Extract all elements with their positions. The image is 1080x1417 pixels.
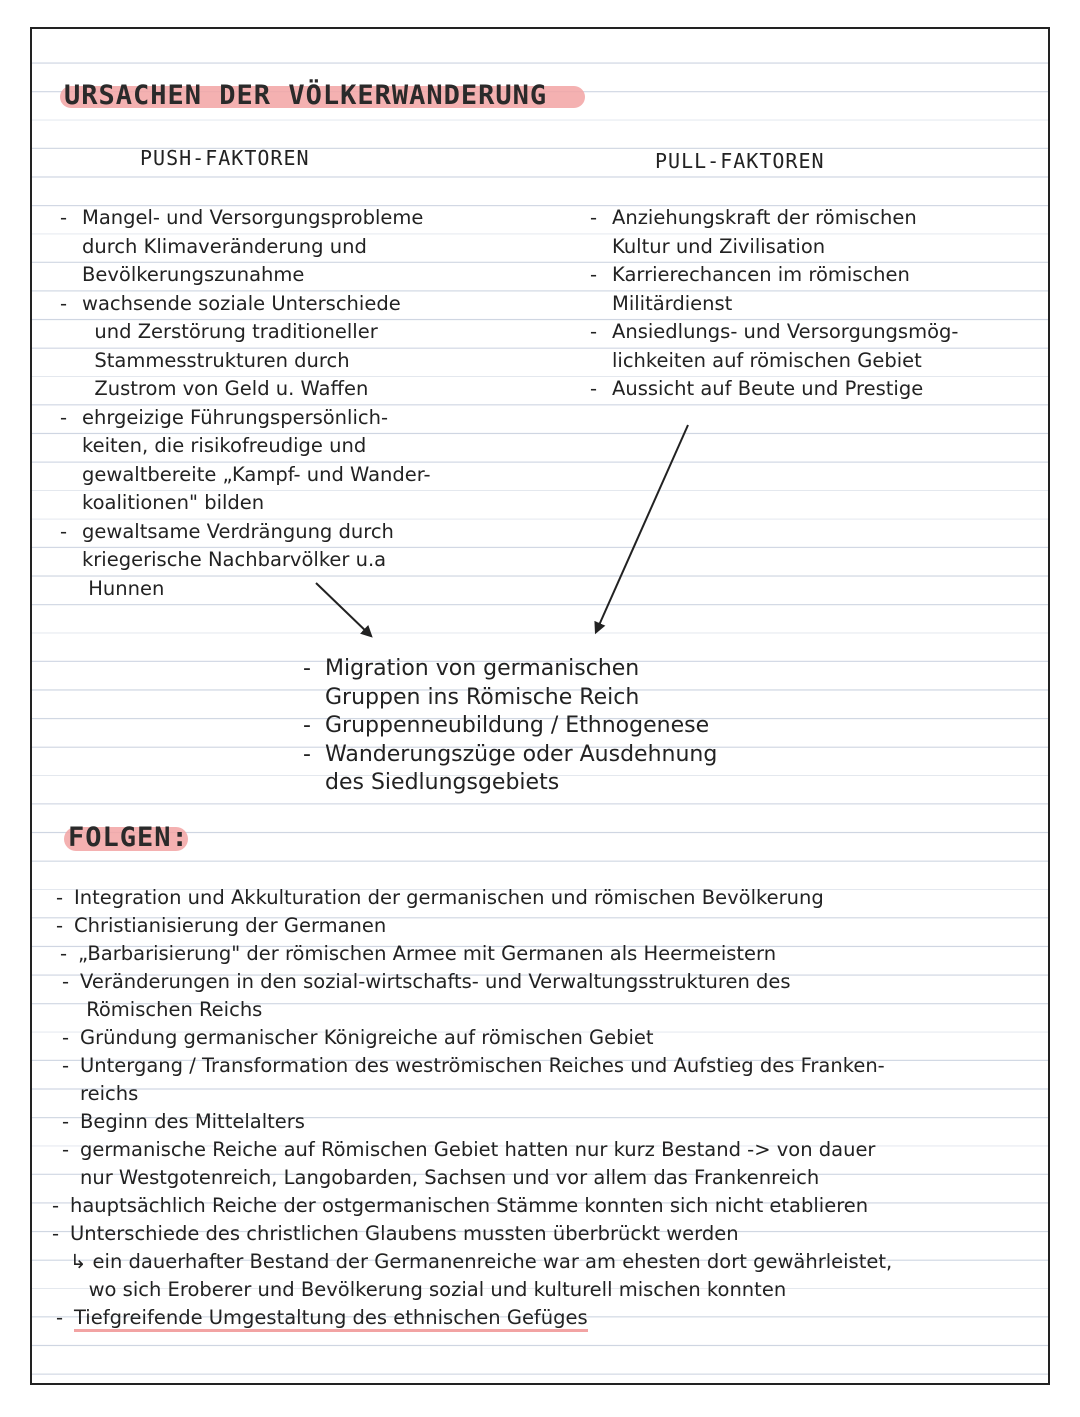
result-item: - Wanderungszüge oder Ausdehnung des Siedlungsgebiets bbox=[303, 741, 718, 795]
push-arrow bbox=[316, 583, 371, 636]
folgen-item: - Veränderungen in den sozial-wirtschafts- und Verwaltungsstrukturen des Römischen Reichs bbox=[62, 970, 791, 1021]
pull-item: - Anziehungskraft der römischen Kultur und Zivilisation bbox=[590, 206, 917, 258]
pull-arrow bbox=[596, 425, 688, 632]
folgen-final-underlined: Tiefgreifende Umgestaltung des ethnischen Gefüges bbox=[74, 1306, 588, 1332]
folgen-item: - Christianisierung der Germanen bbox=[56, 914, 387, 937]
push-item: - ehrgeizige Führungspersönlich- keiten, die risikofreudige und gewaltbereite „Kampf- und Wander- koalitionen" bilden bbox=[60, 405, 431, 514]
pull-heading: PULL-FAKTOREN bbox=[655, 149, 825, 173]
folgen-list bbox=[52, 884, 896, 1332]
result-item: - Migration von germanischen Gruppen ins Römische Reich bbox=[303, 656, 640, 710]
folgen-item: - Unterschiede des christlichen Glaubens mussten überbrückt werden ↳ ein dauerhafter Bestand der Germanenreiche war am ehesten dort gewährleistet, wo sich Eroberer und Bevölkerung sozial und kulturell mischen konnten bbox=[52, 1222, 893, 1301]
push-item: - Mangel- und Versorgungsprobleme durch Klimaveränderung und Bevölkerungszunahme bbox=[60, 206, 424, 286]
folgen-item: - hauptsächlich Reiche der ostgermanischen Stämme konnten sich nicht etablieren bbox=[52, 1194, 869, 1217]
folgen-item: - Integration und Akkulturation der germanischen und römischen Bevölkerung bbox=[56, 886, 824, 909]
folgen-item: - germanische Reiche auf Römischen Gebiet hatten nur kurz Bestand -> von dauer nur Westgotenreich, Langobarden, Sachsen und vor allem das Frankenreich bbox=[62, 1138, 876, 1189]
folgen-heading: FOLGEN: bbox=[68, 822, 189, 853]
folgen-item: - Tiefgreifende Umgestaltung des ethnischen Gefüges bbox=[74, 1304, 896, 1332]
folgen-item: - „Barbarisierung" der römischen Armee mit Germanen als Heermeistern bbox=[60, 942, 777, 965]
pull-item: - Karrierechancen im römischen Militärdienst bbox=[590, 263, 910, 315]
result-list bbox=[303, 655, 718, 798]
pull-item: - Ansiedlungs- und Versorgungsmög- lichkeiten auf römischen Gebiet bbox=[590, 320, 959, 372]
pull-item: - Aussicht auf Beute und Prestige bbox=[590, 377, 924, 400]
result-item: - Gruppenneubildung / Ethnogenese bbox=[303, 713, 710, 738]
folgen-item: - Beginn des Mittelalters bbox=[62, 1110, 305, 1133]
folgen-item: - Untergang / Transformation des weströmischen Reiches und Aufstieg des Franken- reichs bbox=[62, 1054, 885, 1105]
push-item: - gewaltsame Verdrängung durch kriegerische Nachbarvölker u.a Hunnen bbox=[60, 519, 394, 600]
page-title: URSACHEN DER VÖLKERWANDERUNG bbox=[64, 80, 548, 111]
push-item: - wachsende soziale Unterschiede und Zerstörung traditioneller Stammesstrukturen durch Zustrom von Geld u. Waffen bbox=[60, 291, 401, 400]
push-heading: PUSH-FAKTOREN bbox=[140, 146, 310, 170]
folgen-item: - Gründung germanischer Königreiche auf römischen Gebiet bbox=[62, 1026, 654, 1049]
